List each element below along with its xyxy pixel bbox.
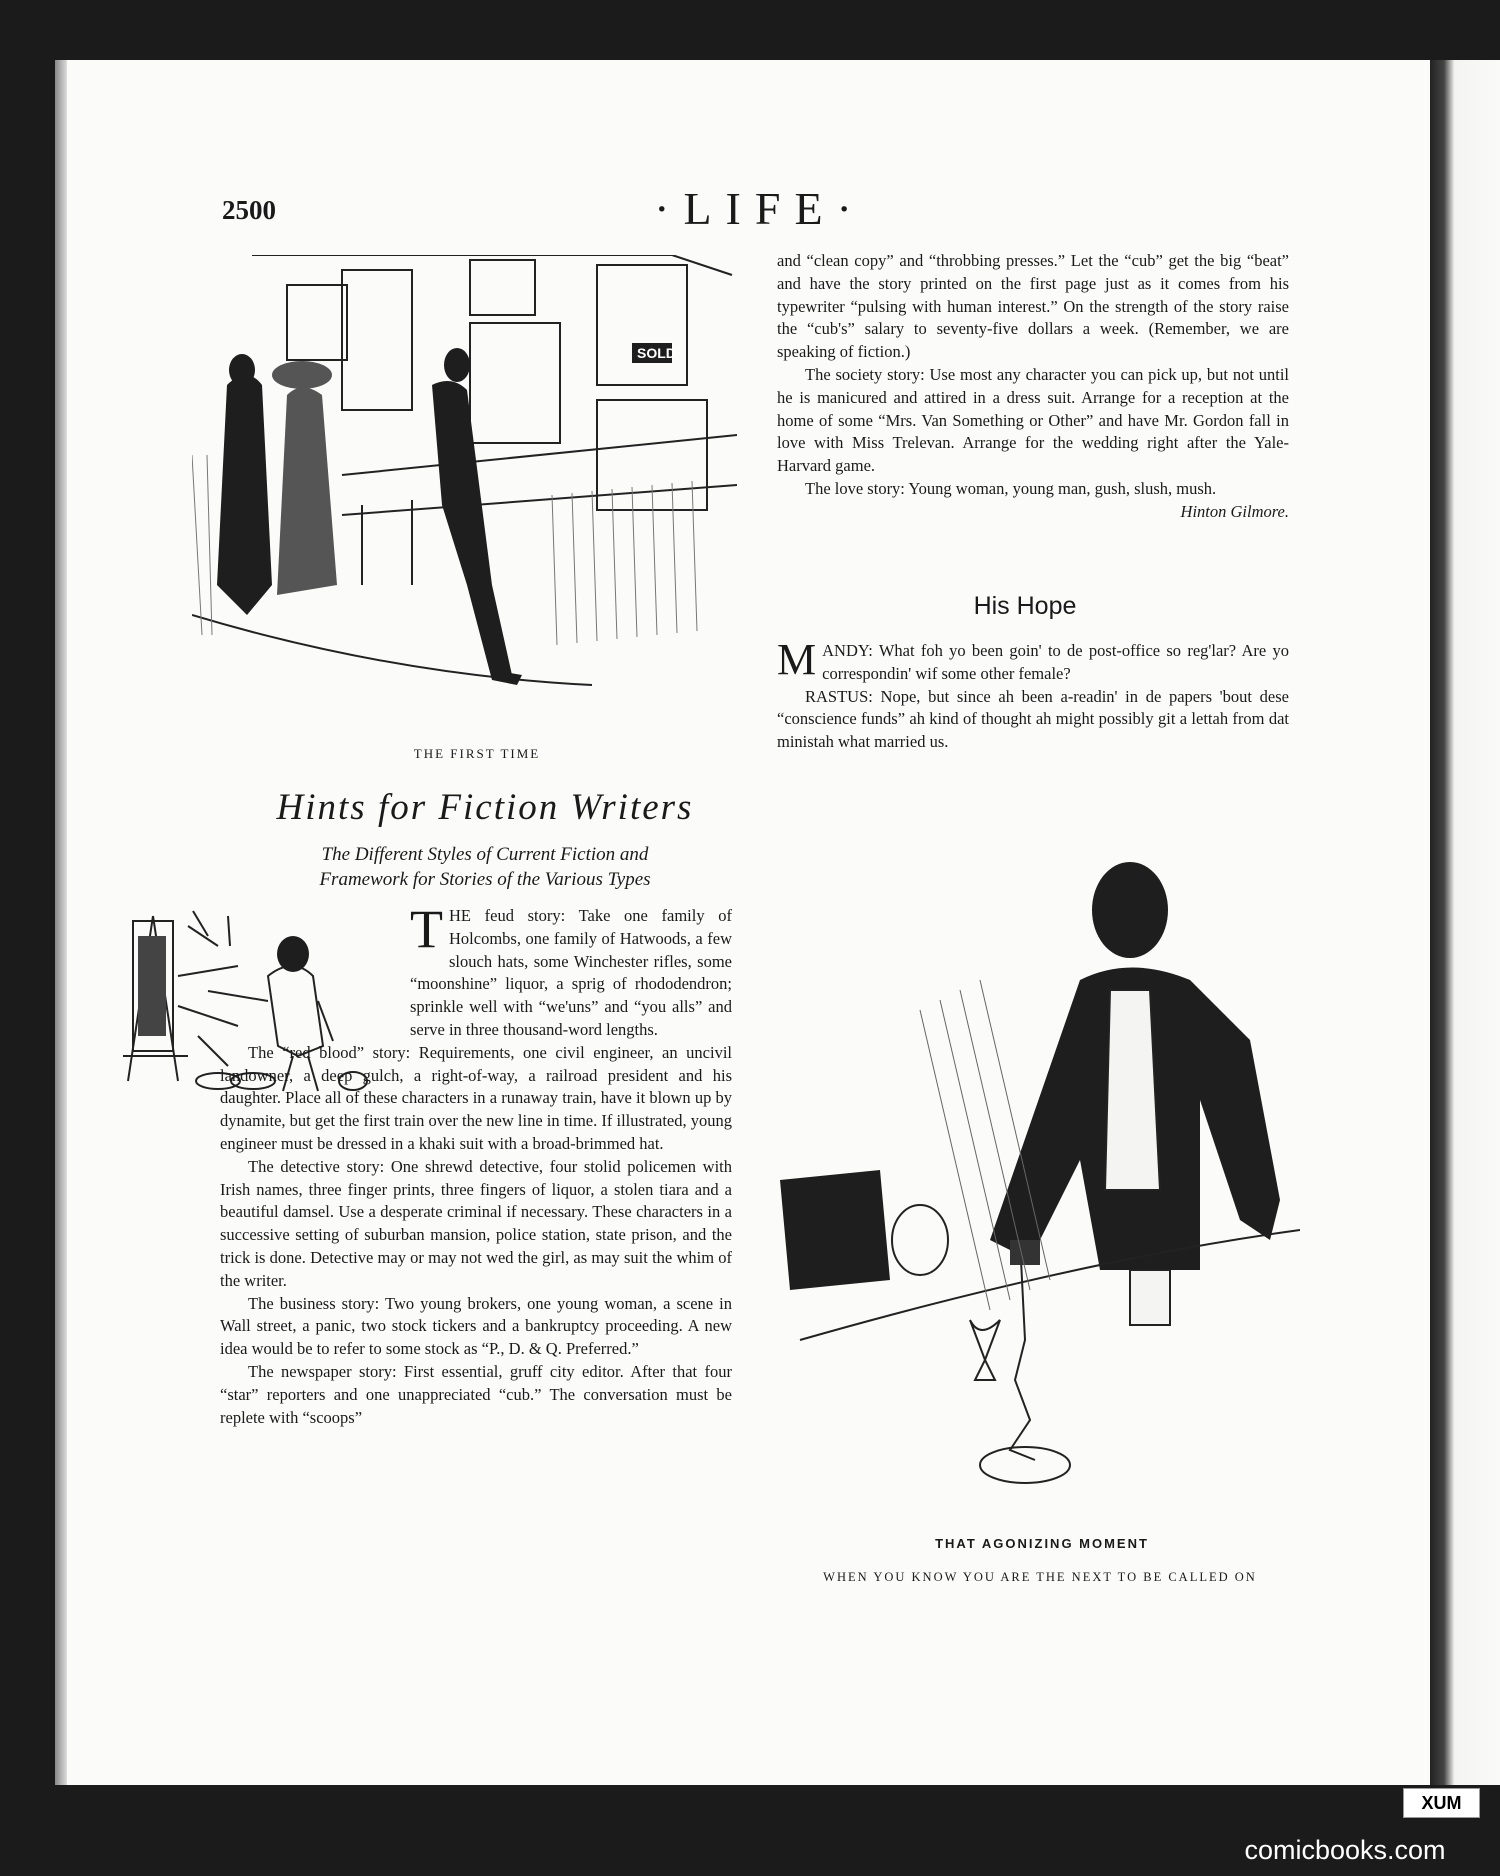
- rastus-dialogue: RASTUS: Nope, but since ah been a-readin' in de papers 'bout dese “conscience funds” ah kind of thought ah might possibly git a lettah from dat ministah what married us.: [777, 686, 1289, 752]
- subtitle-line-1: The Different Styles of Current Fiction and: [321, 844, 649, 865]
- agonizing-moment-caption: THAT AGONIZING MOMENT: [935, 1536, 1149, 1551]
- page-number: 2500: [222, 195, 276, 225]
- sold-sign: SOLD: [637, 345, 676, 361]
- first-time-illustration: [192, 255, 737, 735]
- article-column-right: [777, 250, 1289, 524]
- red-blood-story-paragraph: The “red blood” story: Requirements, one civil engineer, an uncivil landowner, a deep gulch, a right-of-way, a railroad president and his daughter. Place all of these characters in a runaway train, have it blown up by dynamite, but get the first train over the new line in time. If illustrated, young engineer must be dressed in a khaki suit with a broad-brimmed hat.: [220, 1042, 732, 1153]
- society-story-paragraph: The society story: Use most any character you can pick up, but not until he is manicured and attired in a dress suit. Arrange for a reception at the home of some “Mrs. Van Something or Other” and have Mr. Gordon fall in love with Miss Trelevan. Arrange for the wedding right after the Yale-Harvard game.: [777, 364, 1289, 476]
- his-hope-title: His Hope: [973, 592, 1077, 620]
- xum-tag: XUM: [1403, 1788, 1480, 1818]
- feud-story-paragraph: HE feud story: Take one family of Holcombs, one family of Hatwoods, a few slouch hats, some Winchester rifles, some “moonshine” liquor, a sprig of rhododendron; sprinkle well with “we'uns” and “you alls” and serve in three thousand-word lengths.: [410, 906, 732, 1039]
- mandy-dialogue: ANDY: What foh yo been goin' to de post-office so reg'lar? Are yo correspondin' wif some other female?: [822, 641, 1289, 683]
- his-hope-drop-cap: M: [777, 635, 817, 684]
- newspaper-story-continued: and “clean copy” and “throbbing presses.” Let the “cub” get the big “beat” and have the story printed on the first page just as it comes from his typewriter “pulsing with human interest.” On the strength of the story raise the “cub's” salary to seventy-five dollars a week. (Remember, we are speaking of fiction.): [777, 251, 1289, 362]
- article-title: Hints for Fiction Writers: [276, 787, 694, 828]
- article-column-left: [220, 899, 732, 1429]
- site-watermark: comicbooks.com: [1244, 1835, 1446, 1865]
- page-edge: [55, 60, 67, 1785]
- article-subtitle: [250, 842, 720, 892]
- book-spine: [1430, 60, 1500, 1785]
- subtitle-line-2: Framework for Stories of the Various Types: [319, 869, 651, 890]
- agonizing-moment-illustration: [780, 840, 1300, 1500]
- masthead: ·LIFE·: [654, 183, 866, 234]
- article-drop-cap: T: [410, 899, 443, 959]
- business-story-paragraph: The business story: Two young brokers, one young woman, a scene in Wall street, a panic, two stock tickers and a bankruptcy proceeding. A new idea would be to refer to some stock as “P., D. & Q. Preferred.”: [220, 1293, 732, 1359]
- newspaper-story-paragraph: The newspaper story: First essential, gruff city editor. After that four “star” reporters and one unappreciated “cub.” The conversation must be replete with “scoops”: [220, 1361, 732, 1427]
- love-story-paragraph: The love story: Young woman, young man, gush, slush, mush.: [805, 478, 1217, 498]
- first-time-caption: THE FIRST TIME: [413, 746, 541, 761]
- author-signature: Hinton Gilmore.: [1180, 501, 1289, 521]
- detective-story-paragraph: The detective story: One shrewd detective, four stolid policemen with Irish names, three finger prints, three fingers of liquor, a stolen tiara and a beautiful damsel. Use a desperate criminal if necessary. These characters in a successive setting of suburban mansion, police station, state prison, and the trick is done. Detective may or may not wed the girl, as may suit the whim of the writer.: [220, 1156, 732, 1290]
- agonizing-moment-subcaption: WHEN YOU KNOW YOU ARE THE NEXT TO BE CALLED ON: [823, 1570, 1257, 1584]
- his-hope-text: [777, 635, 1289, 754]
